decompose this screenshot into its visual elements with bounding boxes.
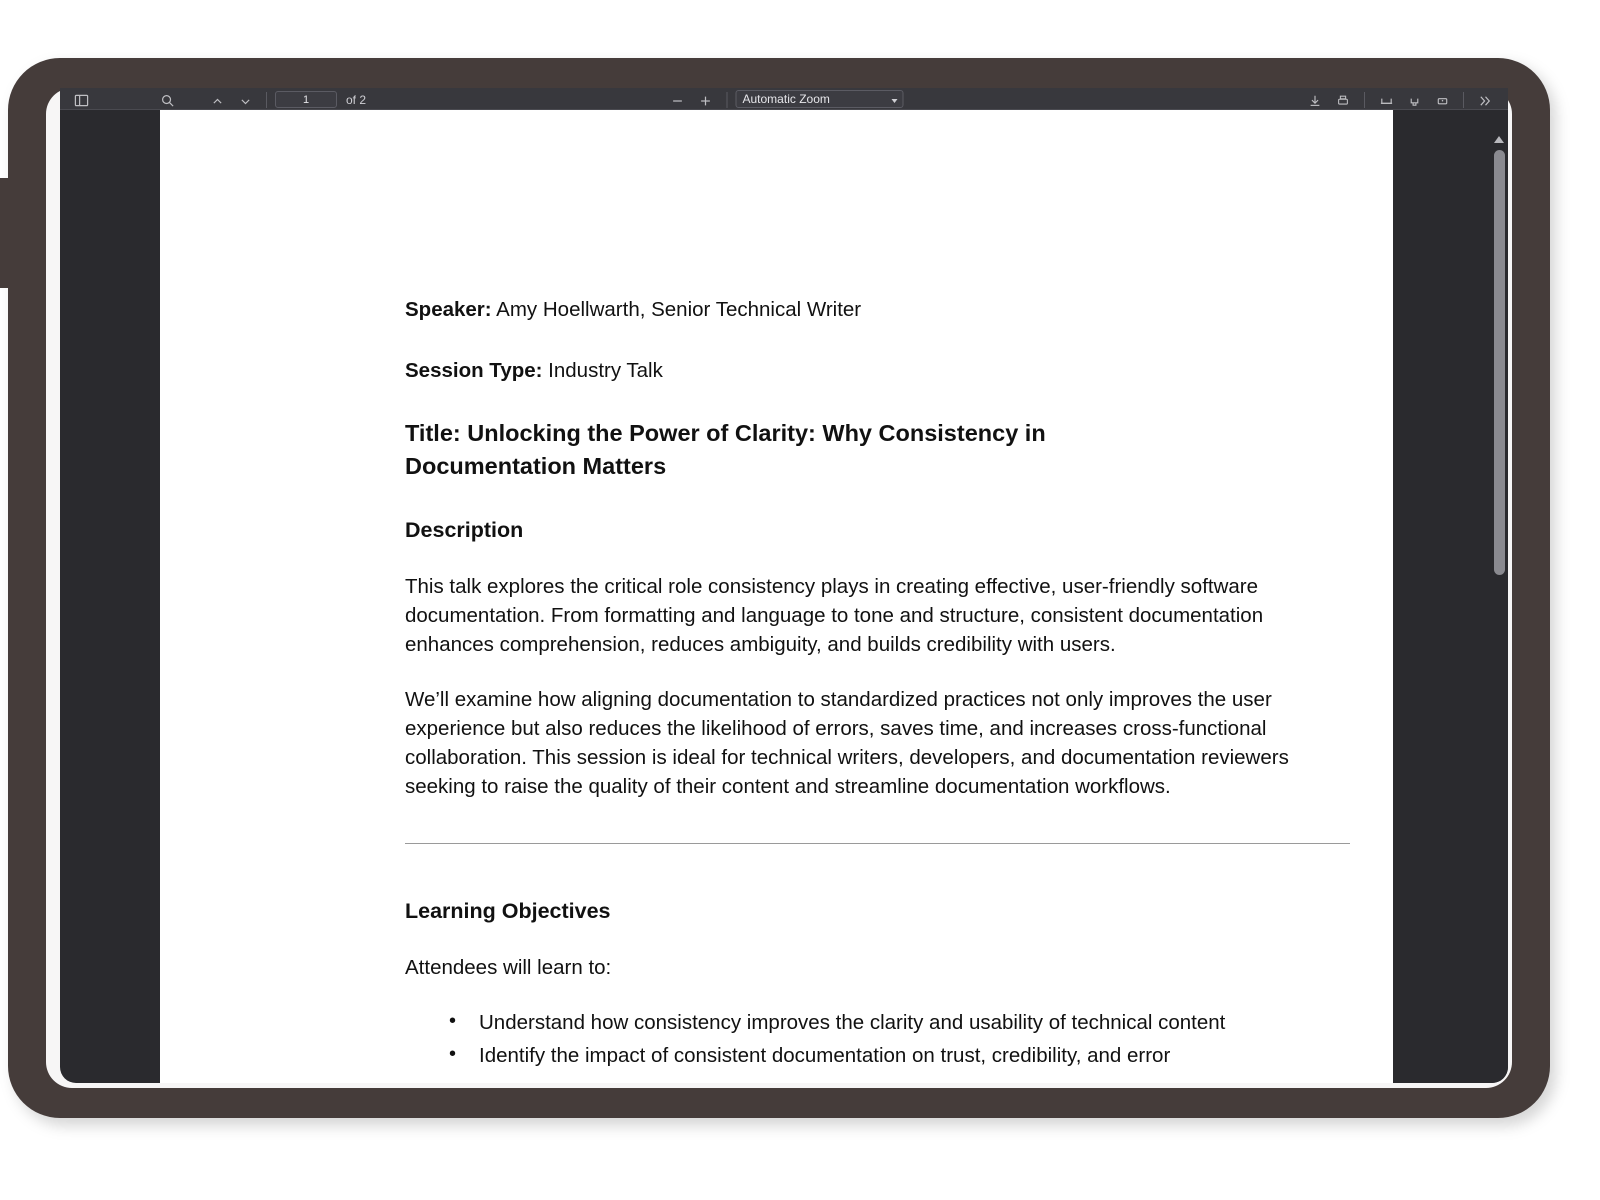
toolbar-divider-1 xyxy=(266,92,267,108)
speaker-line xyxy=(405,295,1315,324)
print-icon[interactable] xyxy=(1330,90,1356,108)
speaker-label: Speaker: xyxy=(405,298,492,321)
page-scroll-icon[interactable] xyxy=(1429,90,1455,108)
more-tools-icon[interactable] xyxy=(1472,90,1498,108)
tablet-screen xyxy=(60,88,1508,1083)
document-content xyxy=(160,110,1393,1070)
scroll-up-arrow-icon[interactable] xyxy=(1494,136,1504,143)
description-paragraph-2: We’ll examine how aligning documentation to standardized practices not only improves the user experience but also reduces the likelihood of errors, saves time, and increases cross-functional collaboration. This session is ideal for technical writers, developers, and documentation reviewers seeking to raise the quality of their content and streamline documentation workflows. xyxy=(405,687,1289,799)
page-title: Title: Unlocking the Power of Clarity: Why Consistency in Documentation Matters xyxy=(405,420,1046,480)
list-item: • Understand how consistency improves the clarity and usability of technical content xyxy=(479,1008,1315,1037)
session-type-value: Industry Talk xyxy=(542,359,663,383)
zoom-out-icon[interactable] xyxy=(665,90,691,108)
pdf-page-1 xyxy=(160,110,1393,1083)
learning-objectives-intro: Attendees will learn to: xyxy=(405,955,612,979)
list-item: • Identify the impact of consistent documentation on trust, credibility, and error xyxy=(479,1041,1315,1070)
pdf-page-viewport[interactable] xyxy=(60,110,1508,1083)
page-total-label: of 2 xyxy=(346,93,367,107)
scrollbar-thumb[interactable] xyxy=(1494,150,1505,575)
zoom-in-icon[interactable] xyxy=(693,90,719,108)
vertical-scrollbar[interactable] xyxy=(1491,132,1508,1083)
pdf-toolbar xyxy=(60,88,1508,110)
learning-objectives-heading: Learning Objectives xyxy=(405,899,611,924)
next-page-icon[interactable] xyxy=(232,90,258,108)
sidebar-toggle-icon[interactable] xyxy=(68,90,94,108)
toolbar-divider-2 xyxy=(727,92,728,108)
session-type-line xyxy=(405,356,1315,385)
text-select-tool-icon[interactable] xyxy=(1373,90,1399,108)
toolbar-center-group xyxy=(665,90,904,108)
learning-objectives-list xyxy=(405,1008,1315,1070)
hand-tool-icon[interactable] xyxy=(1401,90,1427,108)
description-heading: Description xyxy=(405,518,524,542)
previous-page-icon[interactable] xyxy=(204,90,230,108)
toolbar-right-group xyxy=(1302,90,1498,108)
save-download-icon[interactable] xyxy=(1302,90,1328,108)
page-number-input[interactable]: 1 xyxy=(275,91,337,108)
toolbar-left-group xyxy=(68,90,366,108)
zoom-level-select[interactable]: Automatic Zoom xyxy=(736,90,904,108)
toolbar-divider-4 xyxy=(1463,92,1464,108)
toolbar-divider-3 xyxy=(1364,92,1365,108)
section-divider xyxy=(405,843,1350,844)
power-button[interactable] xyxy=(0,178,26,288)
description-paragraph-1: This talk explores the critical role consistency plays in creating effective, user-friendly software documentation. From formatting and language to tone and structure, consistent documentation enhances comprehension, reduces ambiguity, and builds credibility with users. xyxy=(405,574,1264,656)
search-icon[interactable] xyxy=(154,90,180,108)
session-type-label: Session Type: xyxy=(405,359,543,383)
speaker-value: Amy Hoellwarth, Senior Technical Writer xyxy=(491,298,862,321)
